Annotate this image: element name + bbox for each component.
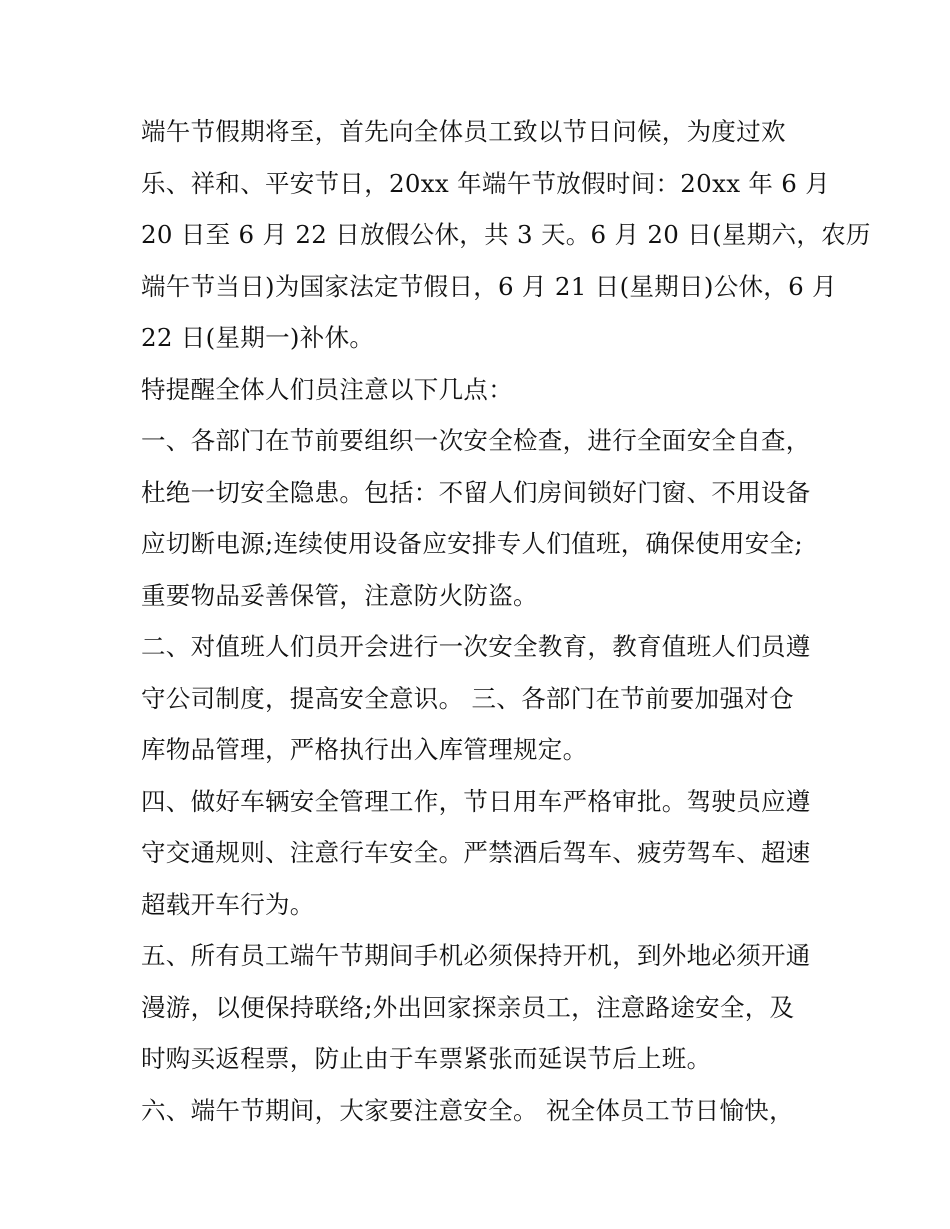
text-line: 四、做好车辆安全管理工作，节日用车严格审批。驾驶员应遵 xyxy=(141,786,811,816)
text-line: 杜绝一切安全隐患。包括：不留人们房间锁好门窗、不用设备 xyxy=(141,477,811,507)
text-line: 守交通规则、注意行车安全。严禁酒后驾车、疲劳驾车、超速 xyxy=(141,838,811,867)
text-line: 22 日(星期一)补休。 xyxy=(141,323,375,352)
text-line: 20 日至 6 月 22 日放假公休，共 3 天。6 月 20 日(星期六，农历 xyxy=(141,220,871,249)
text-line: 端午节假期将至，首先向全体员工致以节日问候，为度过欢 xyxy=(141,117,786,146)
text-line: 超载开车行为。 xyxy=(141,889,315,919)
text-line: 重要物品妥善保管，注意防火防盗。 xyxy=(141,580,538,610)
text-line: 六、端午节期间，大家要注意安全。 祝全体员工节日愉快， xyxy=(141,1095,794,1125)
text-line: 二、对值班人们员开会进行一次安全教育，教育值班人们员遵 xyxy=(141,632,811,661)
text-line: 端午节当日)为国家法定节假日，6 月 21 日(星期日)公休，6 月 xyxy=(141,271,837,301)
text-line: 特提醒全体人们员注意以下几点： xyxy=(141,374,513,404)
text-line: 一、各部门在节前要组织一次安全检查，进行全面安全自查， xyxy=(141,426,811,455)
text-line: 库物品管理，严格执行出入库管理规定。 xyxy=(141,735,588,764)
text-line: 守公司制度，提高安全意识。 三、各部门在节前要加强对仓 xyxy=(141,683,794,713)
text-line: 五、所有员工端午节期间手机必须保持开机，到外地必须开通 xyxy=(141,941,811,970)
text-line: 时购买返程票，防止由于车票紧张而延误节后上班。 xyxy=(141,1044,712,1073)
document-body xyxy=(141,106,871,1136)
text-line: 应切断电源;连续使用设备应安排专人们值班，确保使用安全; xyxy=(141,529,803,558)
text-line: 漫游，以便保持联络;外出回家探亲员工，注意路途安全，及 xyxy=(141,992,795,1022)
text-line: 乐、祥和、平安节日，20xx 年端午节放假时间：20xx 年 6 月 xyxy=(141,168,831,198)
